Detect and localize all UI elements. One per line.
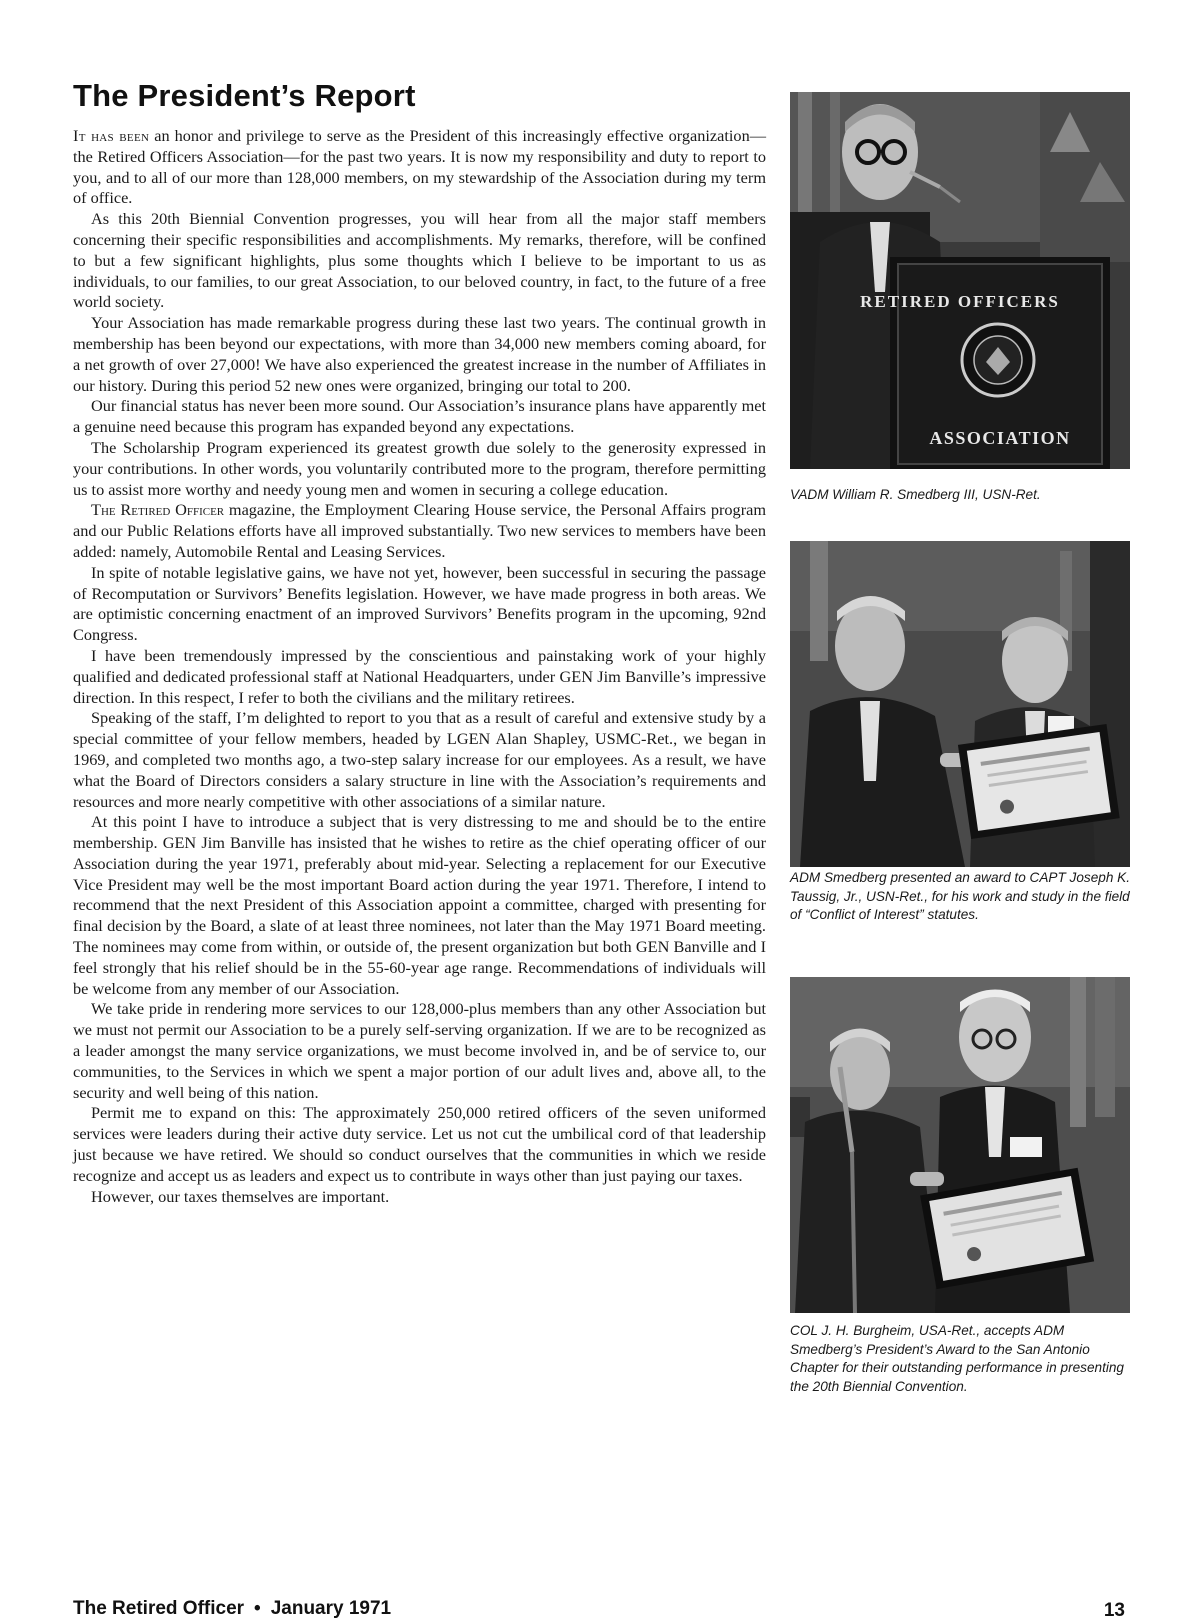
paragraph-9: Speaking of the staff, I’m delighted to report to you that as a result of careful and extensive study by a special committee of your fellow members, headed by LGEN Alan Shapley, USMC-Ret., we began in 1969, and completed two months ago, a two-step salary increase for our employees. As a result, we have what the Board of Directors considers a salary structure in line with the Association’s requirements and resources and more nearly competitive with other associations of a similar nature. <box>73 708 766 811</box>
paragraph-4: Our financial status has never been more sound. Our Association’s insurance plans have apparently met a genuine need because this program has expanded beyond any expectations. <box>73 396 766 437</box>
footer-date: January 1971 <box>270 1598 392 1619</box>
lead-in: It has been <box>73 126 150 145</box>
article-body <box>73 126 766 1207</box>
photo-award-handshake-taussig <box>790 541 1130 867</box>
paragraph-5: The Scholarship Program experienced its greatest growth due solely to the generosity expressed in your contributions. In other words, you voluntarily contributed more to the program, therefore permitting us to assist more worthy and needy young men and women in securing a college education. <box>73 437 766 499</box>
speaker-photo-image <box>790 92 1130 469</box>
magazine-name-inline: The Retired Officer <box>91 500 225 520</box>
paragraph-11: We take pride in rendering more services to our 128,000-plus members than any other Association but we must not permit our Association to be a purely self-serving organization. If we are to be recognized as a leader amongst the many service organizations, we must become involved in, and be of service to, our communities, to the Services in which we spent a major portion of our adult lives and, above all, to the security and well being of this nation. <box>73 999 766 1102</box>
paragraph-1: It has been an honor and privilege to serve as the President of this increasingly effective organization—the Retired Officers Association—for the past two years. It is now my responsibility and duty to report to you, and to all of our more than 128,000 members, on my stewardship of the Association during my term of office. <box>73 126 766 208</box>
paragraph-13: However, our taxes themselves are important. <box>91 1186 390 1206</box>
article-title: The President’s Report <box>73 78 416 113</box>
caption-photo-2: ADM Smedberg presented an award to CAPT Joseph K. Taussig, Jr., USN-Ret., for his work and study in the field of “Conflict of Interest” statutes. <box>790 870 1131 922</box>
paragraph-2: As this 20th Biennial Convention progresses, you will hear from all the major staff members concerning their specific responsibilities and accomplishments. My remarks, therefore, will be confined to but a few significant highlights, plus some thoughts which I believe to be important to us as individuals, to our families, to our great Association, to our beloved country, in fact, to the future of a free world society. <box>73 209 766 312</box>
handshake-photo-1-image <box>790 541 1130 867</box>
paragraph-10: At this point I have to introduce a subject that is very distressing to me and should be to the entire membership. GEN Jim Banville has insisted that he wishes to retire as the chief operating officer of our Association during the year 1971, preferably about mid-year. Selecting a replacement for our Executive Vice President may well be the most important Board action during the year 1971. Therefore, I intend to recommend that the next President of this Association appoint a committee, charged with presenting for final decision by the Board, a slate of at least three nominees, not later than the May 1971 Board meeting. The nominees may come from within, or outside of, the present organization but both GEN Banville and I feel strongly that his relief should be in the 55-60-year age range. Recommendations of individuals will be welcome from any member of our Association. <box>73 812 766 998</box>
footer-publication: The Retired Officer <box>73 1598 245 1619</box>
caption-photo-3: COL J. H. Burgheim, USA-Ret., accepts ADM Smedberg’s President’s Award to the San Antonio Chapter for their outstanding performance in presenting the 20th Biennial Convention. <box>790 1323 1124 1394</box>
paragraph-8: I have been tremendously impressed by the conscientious and painstaking work of your highly qualified and dedicated professional staff at National Headquarters, under GEN Jim Banville’s impressive direction. In this respect, I refer to both the civilians and the military retirees. <box>73 645 766 707</box>
paragraph-7: In spite of notable legislative gains, we have not yet, however, been successful in securing the passage of Recomputation or Survivors’ Benefits legislation. However, we have made progress in both areas. We are optimistic concerning enactment of an improved Survivors’ Benefits program in the upcoming, 92nd Congress. <box>73 562 766 645</box>
page-number: 13 <box>1103 1600 1125 1621</box>
footer-separator: • <box>254 1598 261 1619</box>
photo-award-handshake-burgheim <box>790 977 1130 1313</box>
paragraph-3: Your Association has made remarkable progress during these last two years. The continual growth in membership has been beyond our expectations, with more than 34,000 new members coming aboard, for a net growth of over 27,000! We have also experienced the greatest increase in the number of Affiliates in our history. During this period 52 new ones were organized, bringing our total to 200. <box>73 313 766 395</box>
paragraph-12: Permit me to expand on this: The approximately 250,000 retired officers of the seven uniformed services were leaders during their active duty service. Let us not cut the umbilical cord of that leadership just because we have retired. We should so conduct ourselves that the communities in which we reside recognize and accept us as leaders and expect us to contribute in ways other than just paying our taxes. <box>73 1103 766 1185</box>
caption-photo-1: VADM William R. Smedberg III, USN-Ret. <box>790 487 1041 502</box>
podium-association-text: ASSOCIATION <box>929 428 1071 448</box>
handshake-photo-2-image <box>790 977 1130 1313</box>
paragraph-6: The Retired Officer magazine, the Employment Clearing House service, the Personal Affairs program and our Public Relations efforts have all improved substantially. Two new services to members have been added: namely, Automobile Rental and Leasing Services. <box>73 500 767 561</box>
photo-speaker-at-podium <box>790 92 1130 469</box>
podium-seal-text: RETIRED OFFICERS <box>860 292 1060 311</box>
page-footer <box>73 1598 391 1620</box>
